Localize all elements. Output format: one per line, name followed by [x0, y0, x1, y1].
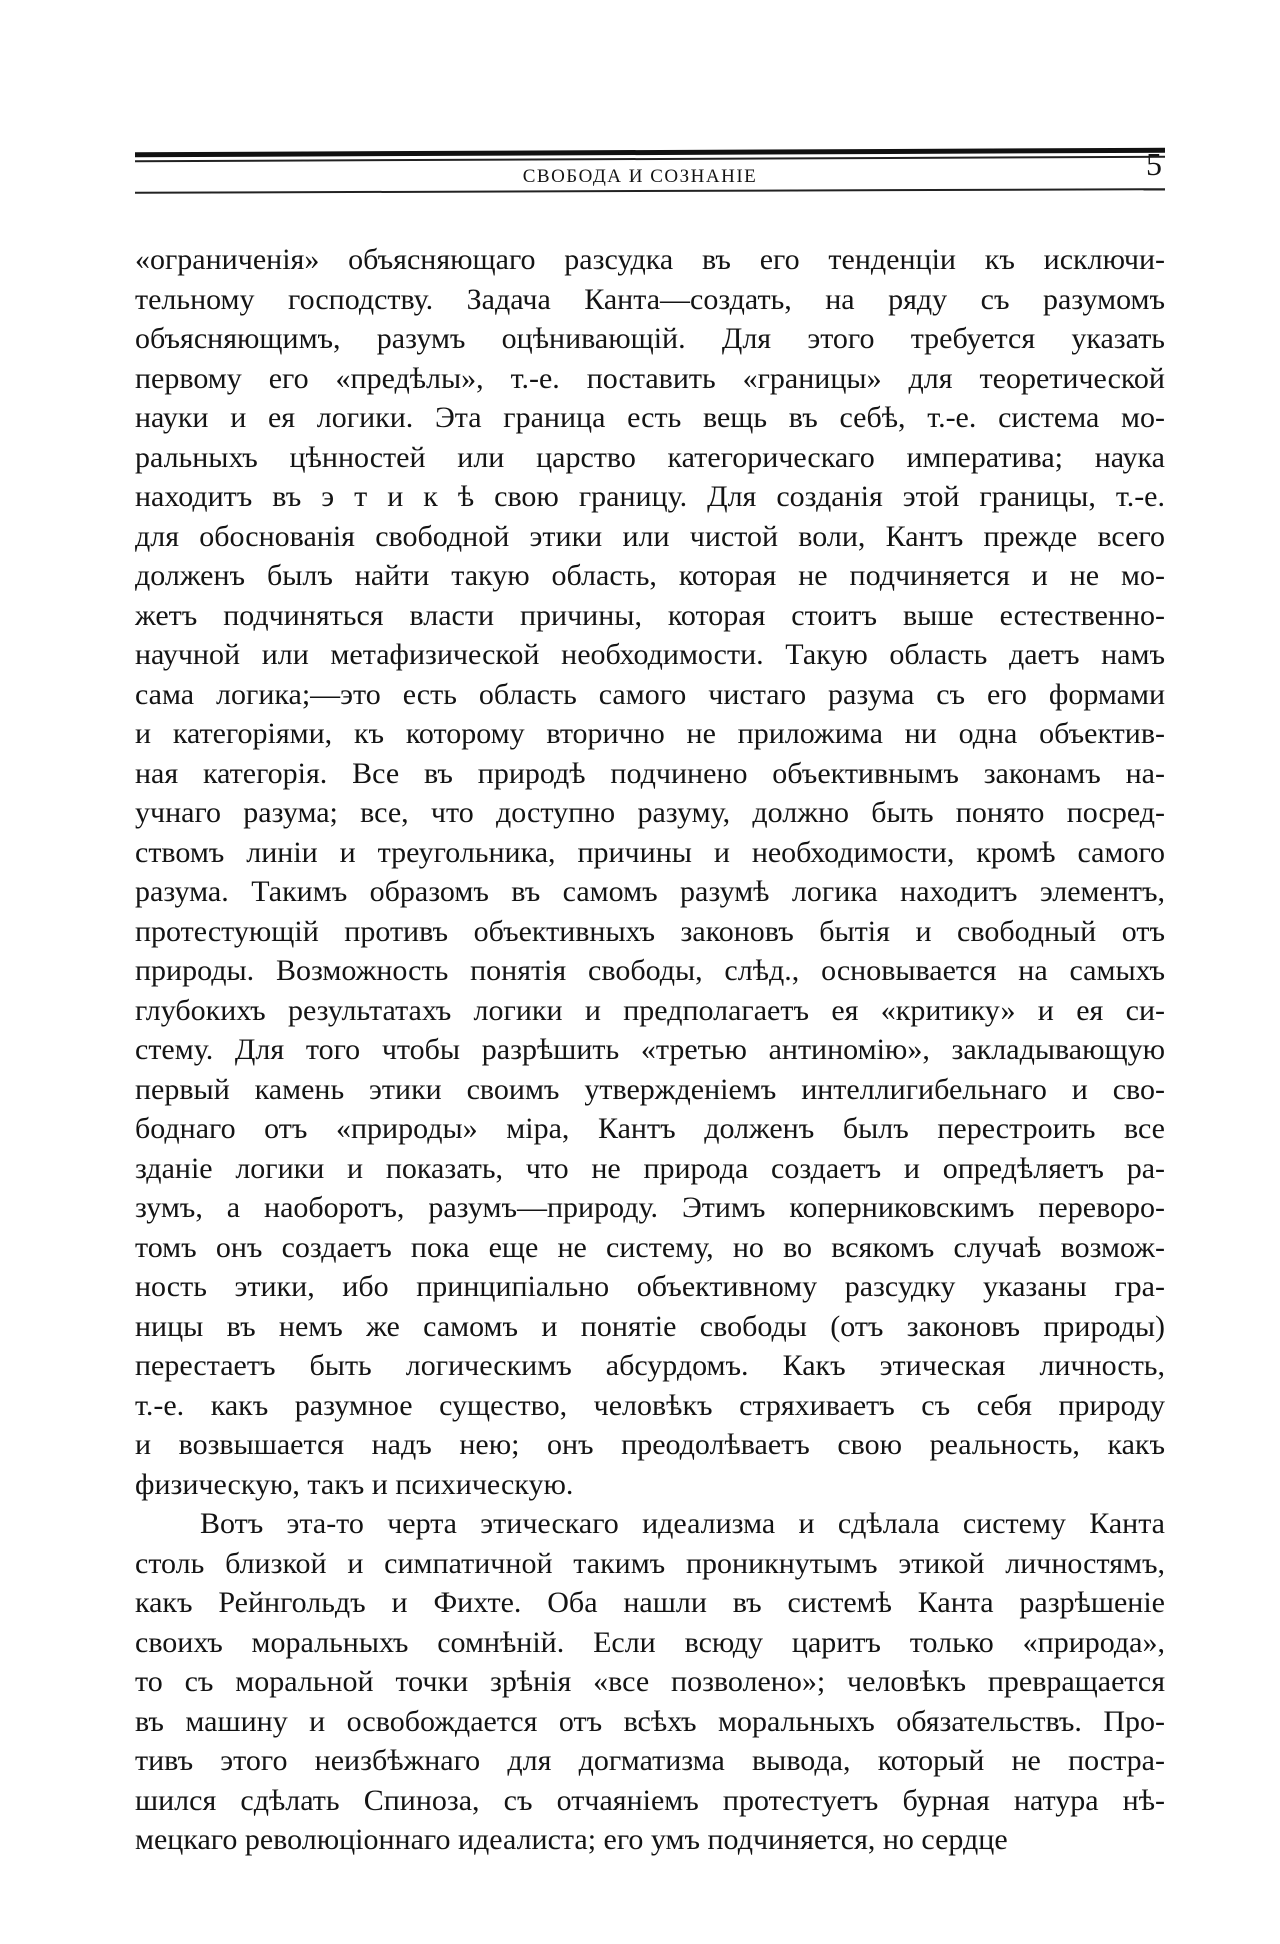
- header-rule-bottom: [135, 188, 1165, 194]
- text-line: ствомъ линіи и треугольника, причины и необходимости, кромѣ самого: [135, 835, 1165, 869]
- text-line: глубокихъ результатахъ логики и предполагаетъ ея «критику» и ея си-: [135, 993, 1165, 1027]
- text-line: первому его «предѣлы», т.-е. поставить «границы» для теоретической: [135, 361, 1165, 395]
- text-line: первый камень этики своимъ утвержденіемъ интеллигибельнаго и сво-: [135, 1072, 1165, 1106]
- text-line: столь близкой и симпатичной такимъ проникнутымъ этикой личностямъ,: [135, 1546, 1165, 1580]
- text-line: сама логика;—это есть область самого чистаго разума съ его формами: [135, 677, 1165, 711]
- text-line: зумъ, а наоборотъ, разумъ—природу. Этимъ коперниковскимъ переворо-: [135, 1191, 1165, 1224]
- text-line: жетъ подчиняться власти причины, которая стоитъ выше естественно-: [135, 598, 1165, 632]
- text-line: и возвышается надъ нею; онъ преодолѣваетъ свою реальность, какъ: [135, 1428, 1165, 1461]
- text-line: ральныхъ цѣнностей или царство категорическаго императива; наука: [135, 440, 1165, 474]
- text-line: для обоснованія свободной этики или чистой воли, Кантъ прежде всего: [135, 519, 1165, 553]
- text-line: шился сдѣлать Спиноза, съ отчаяніемъ протестуетъ бурная натура нѣ-: [135, 1783, 1165, 1817]
- page-number: 5: [1146, 146, 1162, 182]
- text-line: какъ Рейнгольдъ и Фихте. Оба нашли въ системѣ Канта разрѣшеніе: [135, 1586, 1165, 1619]
- text-line: т.-е. какъ разумное существо, человѣкъ стряхиваетъ съ себя природу: [135, 1388, 1165, 1422]
- text-line: мецкаго революціоннаго идеалиста; его умъ подчиняется, но сердце: [135, 1823, 1008, 1856]
- text-line: физическую, такъ и психическую.: [135, 1467, 574, 1501]
- text-line: «ограниченія» объясняющаго разсудка въ его тенденціи къ исключи-: [135, 243, 1165, 276]
- text-line: тивъ этого неизбѣжнаго для догматизма вывода, который не постра-: [135, 1744, 1165, 1777]
- paragraph: [135, 1504, 1165, 1860]
- text-line: боднаго отъ «природы» міра, Кантъ долженъ былъ перестроить все: [135, 1112, 1165, 1145]
- text-line: природы. Возможность понятія свободы, слѣд., основывается на самыхъ: [135, 954, 1165, 987]
- paragraph: [135, 240, 1165, 1504]
- text-line: перестаетъ быть логическимъ абсурдомъ. Какъ этическая личность,: [135, 1349, 1165, 1382]
- text-line: въ машину и освобождается отъ всѣхъ моральныхъ обязательствъ. Про-: [135, 1704, 1165, 1738]
- text-line: разума. Такимъ образомъ въ самомъ разумѣ логика находитъ элементъ,: [135, 875, 1165, 908]
- text-line: зданіе логики и показать, что не природа создаетъ и опредѣляетъ ра-: [135, 1151, 1165, 1185]
- text-line: своихъ моральныхъ сомнѣній. Если всюду царитъ только «природа»,: [135, 1625, 1165, 1659]
- header-rule-thin: [135, 156, 1165, 162]
- text-line: и категоріями, къ которому вторично не приложима ни одна объектив-: [135, 717, 1165, 750]
- text-line: ная категорія. Все въ природѣ подчинено объективнымъ законамъ на-: [135, 756, 1165, 790]
- text-line: то съ моральной точки зрѣнія «все позволено»; человѣкъ превращается: [135, 1665, 1165, 1698]
- text-line: долженъ былъ найти такую область, которая не подчиняется и не мо-: [135, 559, 1165, 592]
- text-line: тельному господству. Задача Канта—создать, на ряду съ разумомъ: [135, 282, 1165, 316]
- text-line: стему. Для того чтобы разрѣшить «третью антиномію», закладывающую: [135, 1033, 1165, 1066]
- text-line: протестующій противъ объективныхъ законовъ бытія и свободный отъ: [135, 914, 1165, 948]
- text-line: ницы въ немъ же самомъ и понятіе свободы (отъ законовъ природы): [135, 1309, 1165, 1343]
- text-line: Вотъ эта-то черта этическаго идеализма и сдѣлала систему Канта: [200, 1507, 1165, 1540]
- running-title: СВОБОДА И СОЗНАНІЕ: [522, 166, 758, 187]
- text-line: ность этики, ибо принципіально объективному разсудку указаны гра-: [135, 1270, 1165, 1303]
- text-line: учнаго разума; все, что доступно разуму, должно быть понято посред-: [135, 796, 1165, 829]
- text-line: научной или метафизической необходимости. Такую область даетъ намъ: [135, 638, 1165, 671]
- text-line: науки и ея логики. Эта граница есть вещь въ себѣ, т.-е. система мо-: [135, 401, 1165, 434]
- text-line: объясняющимъ, разумъ оцѣнивающій. Для этого требуется указать: [135, 322, 1165, 355]
- text-line: находитъ въ э т и к ѣ свою границу. Для созданія этой границы, т.-е.: [135, 480, 1165, 513]
- body-text: [135, 240, 1165, 1860]
- text-line: томъ онъ создаетъ пока еще не систему, но во всякомъ случаѣ возмож-: [135, 1230, 1165, 1264]
